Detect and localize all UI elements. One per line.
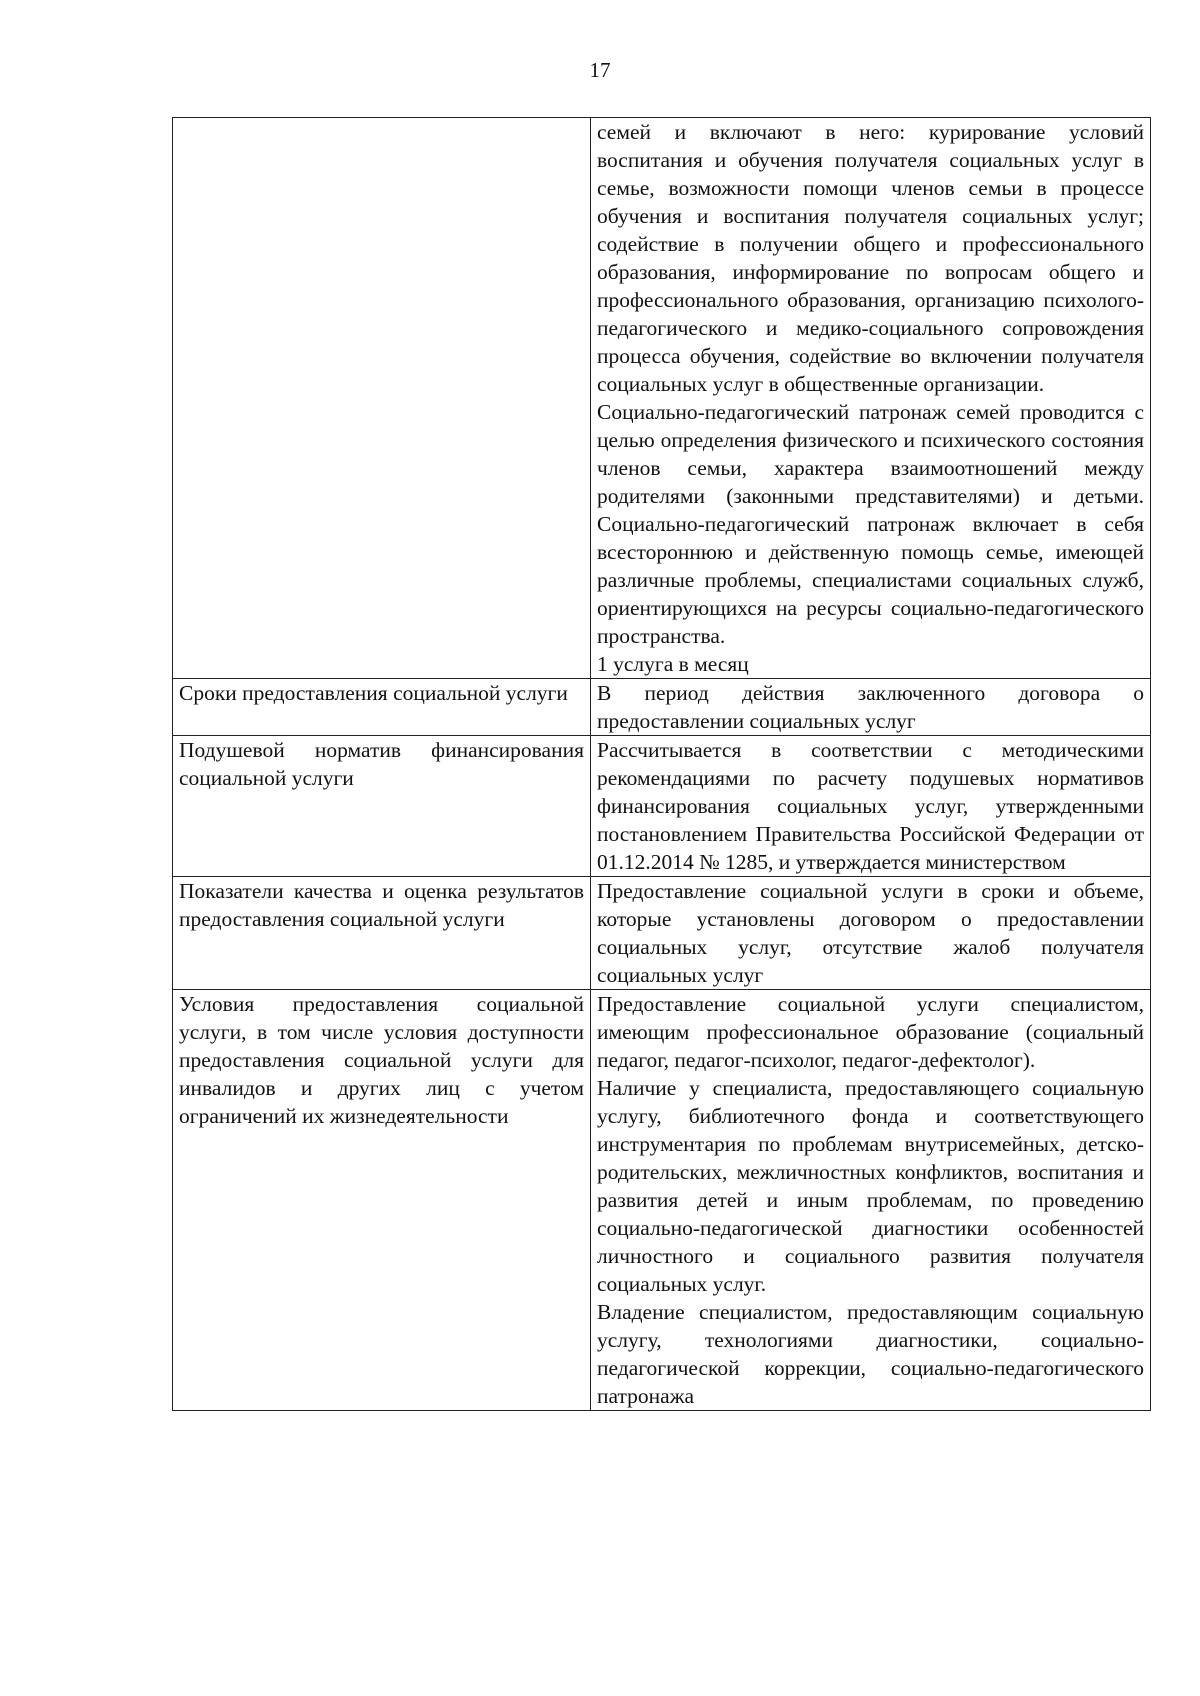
table-row <box>173 990 1151 1411</box>
value-paragraph: Предоставление социальной услуги в сроки и объеме, которые установлены договором о предоставлении социальных услуг, отсутствие жалоб получателя социальных услуг <box>597 879 1144 987</box>
table-row <box>173 877 1151 990</box>
row-value-cell <box>591 736 1151 877</box>
label-text: Показатели качества и оценка результатов предоставления социальной услуги <box>179 879 584 931</box>
row-label-cell <box>173 990 591 1411</box>
table-row <box>173 679 1151 736</box>
label-text: Сроки предоставления социальной услуги <box>179 681 568 705</box>
row-label-cell <box>173 118 591 679</box>
value-paragraph: Социально-педагогический патронаж семей проводится с целью определения физического и психического состояния членов семьи, характера взаимоотношений между родителями (законными представителями) и детьми. Социально-педагогический патронаж включает в себя всестороннюю и действенную помощь семье, имеющей различные проблемы, специалистами социальных служб, ориентирующихся на ресурсы социально-педагогического пространства. <box>597 400 1144 648</box>
row-label-cell <box>173 736 591 877</box>
row-value-cell <box>591 990 1151 1411</box>
value-paragraph: Предоставление социальной услуги специалистом, имеющим профессиональное образование (социальный педагог, педагог-психолог, педагог-дефектолог). <box>597 992 1144 1072</box>
label-text: Условия предоставления социальной услуги, в том числе условия доступности предоставления социальной услуги для инвалидов и других лиц с учетом ограничений их жизнедеятельности <box>179 992 584 1128</box>
label-text: Подушевой норматив финансирования социальной услуги <box>179 738 584 790</box>
row-label-cell <box>173 877 591 990</box>
value-paragraph: Рассчитывается в соответствии с методическими рекомендациями по расчету подушевых нормативов финансирования социальных услуг, утвержденными постановлением Правительства Российской Федерации от 01.12.2014 № 1285, и утверждается министерством <box>597 738 1144 874</box>
value-paragraph: В период действия заключенного договора о предоставлении социальных услуг <box>597 681 1144 733</box>
service-standard-table <box>172 117 1151 1411</box>
value-paragraph: Владение специалистом, предоставляющим социальную услугу, технологиями диагностики, социально-педагогической коррекции, социально-педагогического патронажа <box>597 1300 1144 1408</box>
value-paragraph: Наличие у специалиста, предоставляющего социальную услугу, библиотечного фонда и соответствующего инструментария по проблемам внутрисемейных, детско-родительских, межличностных конфликтов, воспитания и развития детей и иным проблемам, по проведению социально-педагогической диагностики особенностей личностного и социального развития получателя социальных услуг. <box>597 1076 1144 1296</box>
page-number: 17 <box>589 58 611 82</box>
table-row <box>173 736 1151 877</box>
value-paragraph: семей и включают в него: курирование условий воспитания и обучения получателя социальных услуг в семье, возможности помощи членов семьи в процессе обучения и воспитания получателя социальных услуг; содействие в получении общего и профессионального образования, информирование по вопросам общего и профессионального образования, организацию психолого-педагогического и медико-социального сопровождения процесса обучения, содействие во включении получателя социальных услуг в общественные организации. <box>597 120 1144 396</box>
row-value-cell <box>591 877 1151 990</box>
table-row <box>173 118 1151 679</box>
row-value-cell <box>591 118 1151 679</box>
row-label-cell <box>173 679 591 736</box>
value-paragraph: 1 услуга в месяц <box>597 652 749 676</box>
row-value-cell <box>591 679 1151 736</box>
